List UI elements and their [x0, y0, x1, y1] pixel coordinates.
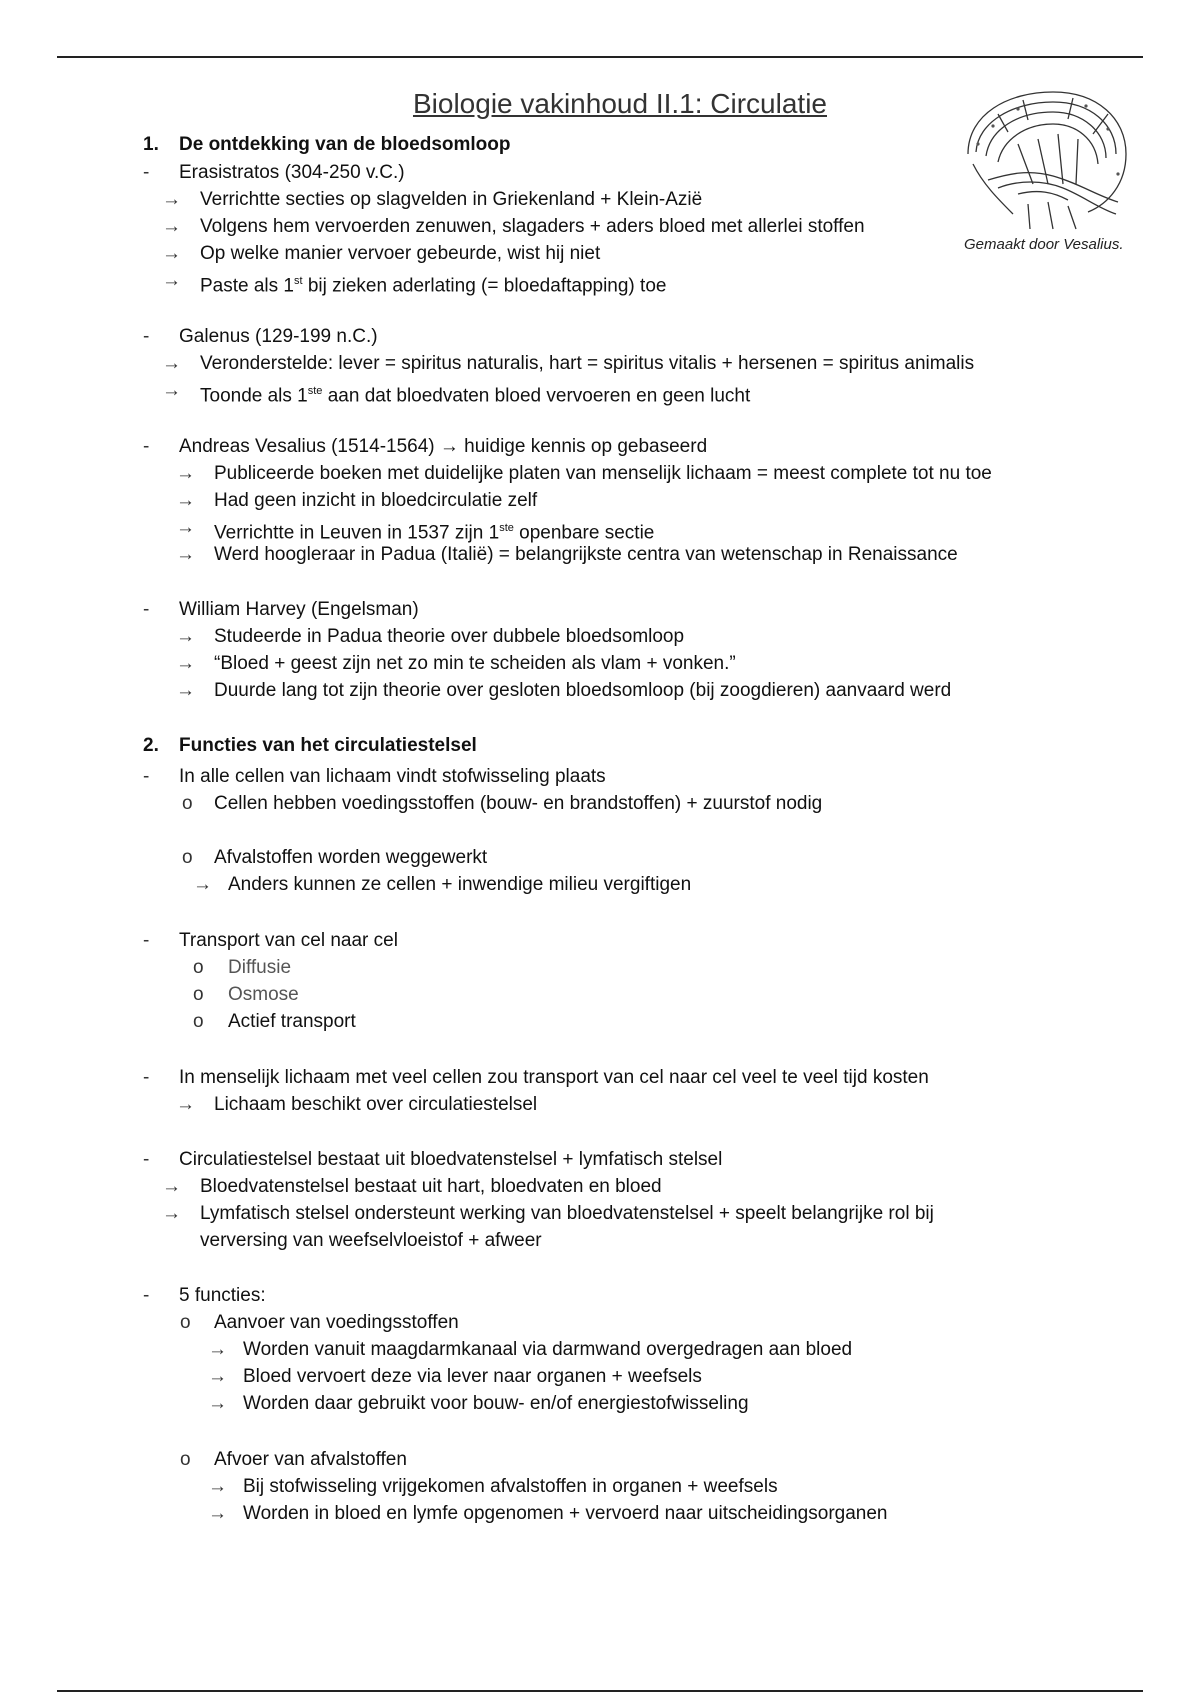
arrow-marker: →	[162, 1176, 181, 1197]
dash-marker: -	[143, 1067, 150, 1088]
list-item: Volgens hem vervoerden zenuwen, slagaders + aders bloed met allerlei stoffen	[200, 216, 865, 237]
superscript: ste	[499, 522, 514, 534]
function-title: Afvoer van afvalstoffen	[214, 1449, 407, 1470]
superscript: st	[294, 275, 303, 287]
circle-marker: o	[180, 1449, 191, 1470]
list-item: Verrichtte secties op slagvelden in Griekenland + Klein-Azië	[200, 189, 703, 210]
list-item: “Bloed + geest zijn net zo min te scheiden als vlam + vonken.”	[214, 653, 736, 674]
text-part: bij zieken aderlating (= bloedaftapping) toe	[302, 275, 667, 297]
text-part: openbare sectie	[513, 522, 655, 544]
arrow-marker: →	[162, 353, 181, 374]
arrow-marker: →	[208, 1339, 227, 1360]
dash-marker: -	[143, 930, 150, 951]
arrow-marker: →	[162, 243, 181, 264]
human-text: In menselijk lichaam met veel cellen zou transport van cel naar cel veel te veel tijd kosten	[179, 1067, 929, 1088]
arrow-marker: →	[162, 270, 181, 291]
dash-marker: -	[143, 766, 150, 787]
section-2-heading: Functies van het circulatiestelsel	[179, 735, 477, 756]
galenus-name: Galenus (129-199 n.C.)	[179, 326, 378, 347]
list-item: Lymfatisch stelsel ondersteunt werking van bloedvatenstelsel + speelt belangrijke rol bij	[200, 1203, 934, 1224]
arrow-marker: →	[176, 1094, 195, 1115]
list-item	[200, 269, 666, 298]
circle-marker: o	[182, 847, 193, 868]
function-title: Aanvoer van voedingsstoffen	[214, 1312, 459, 1333]
arrow-marker: →	[176, 626, 195, 647]
harvey-name: William Harvey (Engelsman)	[179, 599, 419, 620]
list-item: Publiceerde boeken met duidelijke platen van menselijk lichaam = meest complete tot nu toe	[214, 463, 992, 484]
arrow-marker: →	[208, 1393, 227, 1414]
text-part: Paste als 1	[200, 275, 294, 297]
dash-marker: -	[143, 436, 150, 457]
dash-marker: -	[143, 326, 150, 347]
list-item: Veronderstelde: lever = spiritus naturalis, hart = spiritus vitalis + hersenen = spiritus animalis	[200, 353, 975, 374]
circle-marker: o	[180, 1312, 191, 1333]
text-part: aan dat bloedvaten bloed vervoeren en geen lucht	[322, 385, 751, 407]
arrow-marker: →	[208, 1503, 227, 1524]
vesalius-name: Andreas Vesalius (1514-1564) → huidige kennis op gebaseerd	[179, 436, 708, 457]
cells-text: In alle cellen van lichaam vindt stofwisseling plaats	[179, 766, 606, 787]
dash-marker: -	[143, 1149, 150, 1170]
list-item: Duurde lang tot zijn theorie over gesloten bloedsomloop (bij zoogdieren) aanvaard werd	[214, 680, 952, 701]
list-item	[214, 516, 654, 545]
circle-marker: o	[193, 1011, 204, 1032]
superscript: ste	[307, 385, 323, 397]
section-1-number: 1.	[143, 134, 159, 155]
top-rule	[57, 56, 1143, 58]
section-1-heading: De ontdekking van de bloedsomloop	[179, 134, 511, 155]
arrow-marker: →	[176, 653, 195, 674]
list-item: Worden daar gebruikt voor bouw- en/of energiestofwisseling	[243, 1393, 749, 1414]
vesalius-vascular-illustration	[958, 84, 1133, 232]
transport-text: Transport van cel naar cel	[179, 930, 398, 951]
erasistratos-name: Erasistratos (304-250 v.C.)	[179, 162, 405, 183]
dash-marker: -	[143, 599, 150, 620]
list-item: Lichaam beschikt over circulatiestelsel	[214, 1094, 538, 1115]
arrow-marker: →	[176, 680, 195, 701]
list-item: Had geen inzicht in bloedcirculatie zelf	[214, 490, 538, 511]
list-item: Bloed vervoert deze via lever naar organen + weefsels	[243, 1366, 702, 1387]
dash-marker: -	[143, 1285, 150, 1306]
functions-text: 5 functies:	[179, 1285, 266, 1306]
list-item: Op welke manier vervoer gebeurde, wist hij niet	[200, 243, 601, 264]
figure-caption: Gemaakt door Vesalius.	[964, 236, 1124, 253]
arrow-marker: →	[208, 1476, 227, 1497]
arrow-marker: →	[162, 216, 181, 237]
bottom-rule	[57, 1690, 1143, 1692]
circle-marker: o	[193, 984, 204, 1005]
list-item: Anders kunnen ze cellen + inwendige milieu vergiftigen	[228, 874, 692, 895]
list-item	[200, 379, 750, 408]
list-item: Actief transport	[228, 1011, 356, 1032]
arrow-marker: →	[193, 874, 212, 895]
text-part: Verrichtte in Leuven in 1537 zijn 1	[214, 522, 500, 544]
arrow-marker: →	[162, 380, 181, 401]
list-item: Osmose	[228, 984, 299, 1005]
arrow-marker: →	[176, 490, 195, 511]
arrow-marker: →	[176, 517, 195, 538]
arrow-marker: →	[162, 1203, 181, 1224]
list-item: Bij stofwisseling vrijgekomen afvalstoffen in organen + weefsels	[243, 1476, 778, 1497]
list-item: Bloedvatenstelsel bestaat uit hart, bloedvaten en bloed	[200, 1176, 662, 1197]
arrow-marker: →	[162, 189, 181, 210]
list-item-continuation: verversing van weefselvloeistof + afweer	[200, 1230, 542, 1251]
circle-marker: o	[193, 957, 204, 978]
section-2-number: 2.	[143, 735, 159, 756]
arrow-marker: →	[176, 544, 195, 565]
arrow-marker: →	[208, 1366, 227, 1387]
list-item: Diffusie	[228, 957, 292, 978]
circle-marker: o	[182, 793, 193, 814]
text-part: Toonde als 1	[200, 385, 308, 407]
list-item: Worden in bloed en lymfe opgenomen + vervoerd naar uitscheidingsorganen	[243, 1503, 888, 1524]
arrow-marker: →	[176, 463, 195, 484]
list-item: Afvalstoffen worden weggewerkt	[214, 847, 488, 868]
system-text: Circulatiestelsel bestaat uit bloedvatenstelsel + lymfatisch stelsel	[179, 1149, 723, 1170]
list-item: Worden vanuit maagdarmkanaal via darmwand overgedragen aan bloed	[243, 1339, 853, 1360]
list-item: Studeerde in Padua theorie over dubbele bloedsomloop	[214, 626, 685, 647]
list-item: Cellen hebben voedingsstoffen (bouw- en brandstoffen) + zuurstof nodig	[214, 793, 823, 814]
dash-marker: -	[143, 162, 150, 183]
list-item: Werd hoogleraar in Padua (Italië) = belangrijkste centra van wetenschap in Renaissance	[214, 544, 958, 565]
page-title: Biologie vakinhoud II.1: Circulatie	[412, 88, 827, 119]
